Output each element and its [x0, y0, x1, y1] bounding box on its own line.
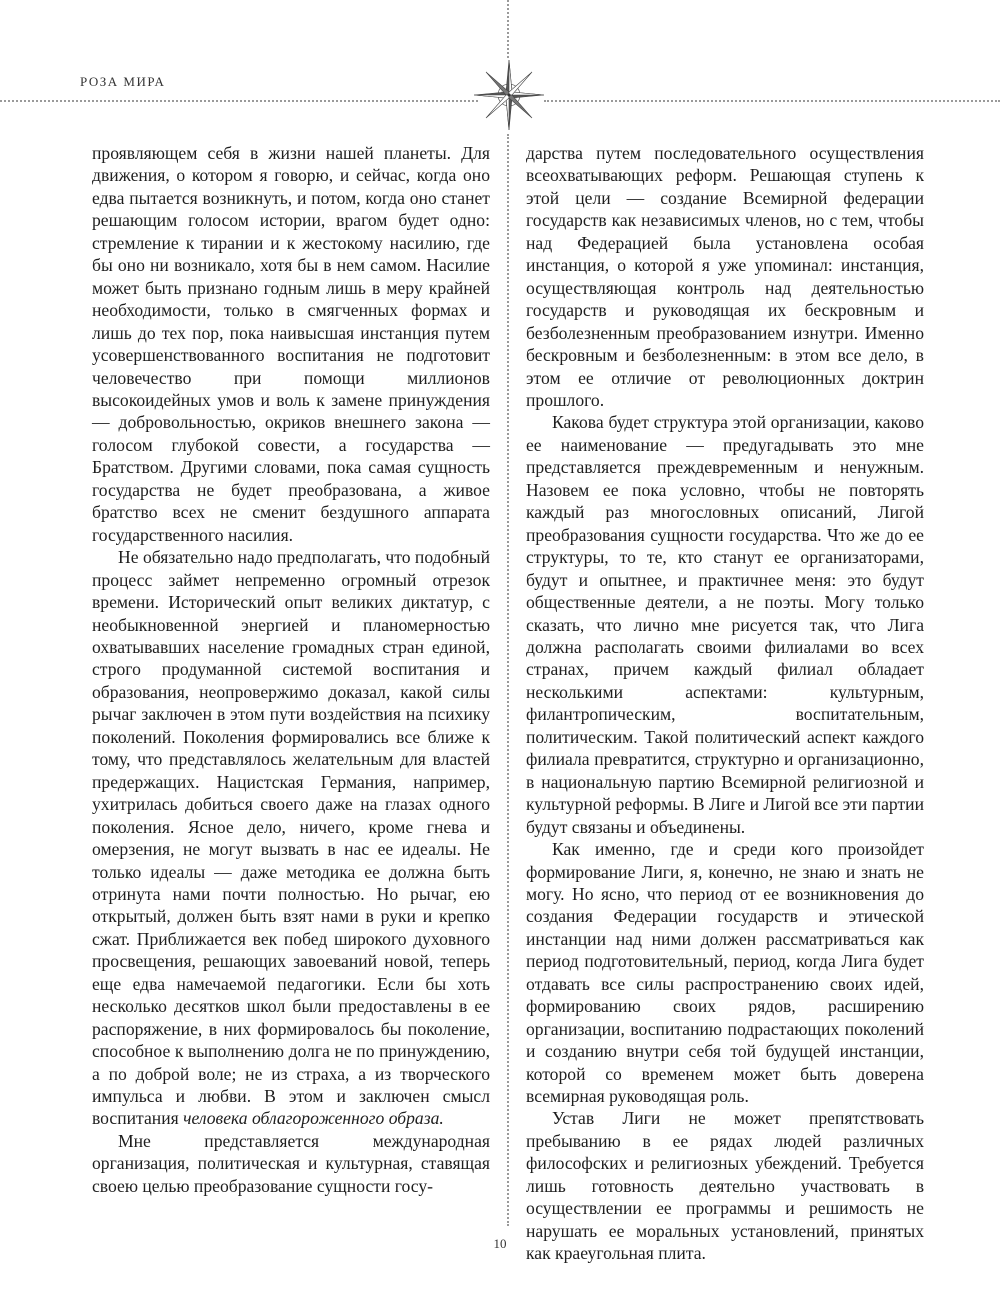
column-divider-top — [507, 0, 509, 58]
right-column — [526, 142, 924, 1265]
paragraph: Мне представляется международная организация, политическая и культурная, ставящая своею целью преобразование сущности госу- — [92, 1130, 490, 1196]
paragraph: Устав Лиги не может препятствовать пребыванию в ее рядах людей различных философских и религиозных убеждений. Требуется лишь готовность деятельно участвовать в осуществлении ее программы и решимость не нарушать ее моральных установлений, принятых как краеугольная плита. — [526, 1108, 924, 1264]
italic-phrase: человека облагороженного образа. — [183, 1108, 444, 1129]
compass-rose-icon — [472, 58, 546, 132]
paragraph: дарства путем последовательного осуществления всеохватывающих реформ. Решающая ступень к этой цели — создание Всемирной федерации государств как независимых членов, но с тем, чтобы над Федерацией была установлена особая инстанция, о которой я уже упоминал: инстанция, осуществляющая контроль над деятельностью государств и руководящая их бескровным и безболезненным преобразованием изнутри. Именно бескровным и безболезненным: в этом все дело, в этом ее отличие от революционных доктрин прошлого. — [526, 143, 924, 410]
paragraph: Какова будет структура этой организации, каково ее наименование — предугадывать это мне представляется преждевременным и ненужным. Назовем ее пока условно, чтобы не повторять каждый раз многословных описаний, Лигой преобразования сущности государства. Что же до ее структуры, то те, кто станут ее организаторами, будут и опытнее, и практичнее меня: это будут общественные деятели, а не поэты. Могу только сказать, что лично мне рисуется так, что Лига должна располагать своими филиалами во всех странах, причем каждый филиал обладает несколькими аспектами: культурным, филантропическим, воспитательным, политическим. Такой политический аспект каждого филиала превратится, структурно и организационно, в национальную партию Всемирной религиозной и культурной реформы. В Лиге и Лигой все эти партии будут связаны и объединены. — [526, 412, 924, 837]
paragraph: проявляющем себя в жизни нашей планеты. Для движения, о котором я говорю, и сейчас, когда оно едва пытается возникнуть, и потом, когда оно станет решающим голосом истории, врагом будет одно: стремление к тирании и к жестокому насилию, где бы оно ни возникало, хотя бы в нем самом. Насилие может быть признано годным лишь в меру крайней необходимости, только в смягченных формах и лишь до тех пор, пока наивысшая инстанция путем усовершенствованного воспитания не подготовит человечество при помощи миллионов высокоидейных умов и воль к замене принуждения — добровольностью, окриков внешнего закона — голосом глубокой совести, а государства — Братством. Другими словами, пока самая сущность государства не будет преобразована, а живое братство всех не сменит бездушного аппарата государственного насилия. — [92, 143, 490, 545]
page-number: 10 — [493, 1236, 507, 1251]
running-title: РОЗА МИРА — [80, 74, 166, 89]
column-divider — [507, 134, 509, 1226]
paragraph: Как именно, где и среди кого произойдет формирование Лиги, я, конечно, не знаю и знать не могу. Но ясно, что период от ее возникновения до создания Федерации государств и этической инстанции над ними должен рассматриваться как период подготовительный, период, когда Лига будет отдавать все силы распространению своих идей, формированию своих рядов, расширению организации, воспитанию подрастающих поколений и созданию внутри себя той будущей инстанции, которой со временем может быть доверена всемирная руководящая роль. — [526, 839, 924, 1107]
header-dotted-rule-right — [544, 100, 1000, 102]
paragraph — [92, 546, 490, 1130]
header-dotted-rule-left — [0, 100, 478, 102]
paragraph-text: Не обязательно надо предполагать, что подобный процесс займет непременно огромный отрезок времени. Исторический опыт великих диктатур, с необыкновенной энергией и планомерностью охватывавших население громадных стран единой, строго продуманной системой воспитания и образования, неопровержимо доказал, какой силы рычаг заключен в этом пути воздействия на психику поколений. Поколения формировались все ближе к тому, что представлялось желательным для властей предержащих. Нацистская Германия, например, ухитрилась добиться своего даже на глазах одного поколения. Ясное дело, ничего, кроме гнева и омерзения, не могут вызвать в нас ее идеалы. Не только идеалы — даже методика ее должна быть отринута нами почти полностью. Но рычаг, ею открытый, должен быть взят нами в руки и крепко сжат. Приближается век побед широкого духовного просвещения, решающих завоеваний новой, теперь еще едва намечаемой педагогики. Если бы хоть несколько десятков школ были предоставлены в ее распоряжение, в них формировалось бы поколение, способное к выполнению долга не по принуждению, а по доброй воле; не из страха, а из творческого импульса и любви. В этом и заключен смысл воспитания — [92, 547, 490, 1129]
left-column — [92, 142, 490, 1197]
